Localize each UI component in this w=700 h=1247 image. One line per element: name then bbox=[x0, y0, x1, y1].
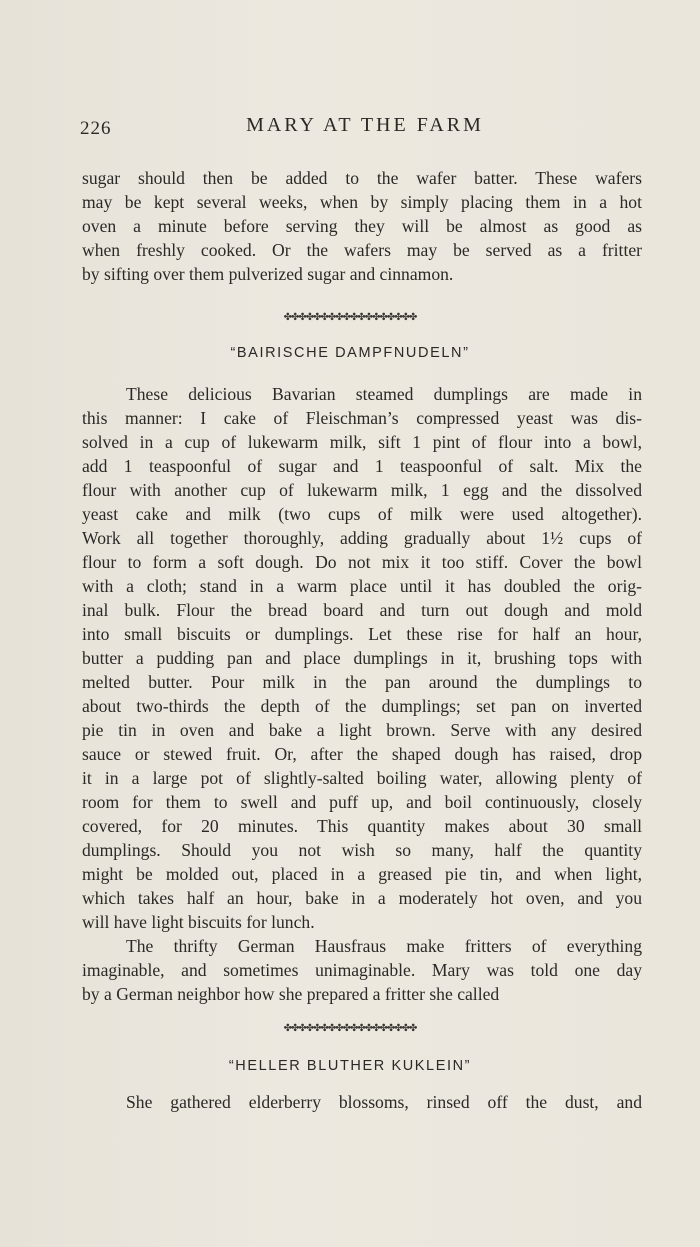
text-line: sugar should then be added to the wafer batter. These wafers bbox=[82, 168, 642, 188]
text-line: room for them to swell and puff up, and boil continuously, closely bbox=[82, 792, 642, 812]
text-line: dumplings. Should you not wish so many, half the quantity bbox=[82, 840, 642, 860]
text-line: sauce or stewed fruit. Or, after the shaped dough has raised, drop bbox=[82, 744, 642, 764]
text-line: melted butter. Pour milk in the pan around the dumplings to bbox=[82, 672, 642, 692]
text-line: when freshly cooked. Or the wafers may be served as a fritter bbox=[82, 240, 642, 260]
text-line: may be kept several weeks, when by simply placing them in a hot bbox=[82, 192, 642, 212]
running-title: MARY AT THE FARM bbox=[246, 114, 484, 136]
text-line: which takes half an hour, bake in a moderately hot oven, and you bbox=[82, 888, 642, 908]
text-line: it in a large pot of slightly-salted boiling water, allowing plenty of bbox=[82, 768, 642, 788]
section-heading: “BAIRISCHE DAMPFNUDELN” bbox=[230, 345, 470, 361]
text-line: inal bulk. Flour the bread board and turn out dough and mold bbox=[82, 600, 642, 620]
recipe-paragraph bbox=[82, 1090, 642, 1114]
text-line: She gathered elderberry blossoms, rinsed off the dust, and bbox=[126, 1092, 642, 1112]
text-line: might be molded out, placed in a greased pie tin, and when light, bbox=[82, 864, 642, 884]
text-line: covered, for 20 minutes. This quantity makes about 30 small bbox=[82, 816, 642, 836]
recipe-paragraph bbox=[82, 382, 642, 1006]
text-line: oven a minute before serving they will be almost as good as bbox=[82, 216, 642, 236]
text-line: yeast cake and milk (two cups of milk were used altogether). bbox=[82, 504, 642, 524]
text-line: flour to form a soft dough. Do not mix it too stiff. Cover the bowl bbox=[82, 552, 642, 572]
text-line: flour with another cup of lukewarm milk, 1 egg and the dissolved bbox=[82, 480, 642, 500]
text-line: pie tin in oven and bake a light brown. Serve with any desired bbox=[82, 720, 642, 740]
intro-paragraph bbox=[82, 166, 642, 286]
text-line: solved in a cup of lukewarm milk, sift 1 pint of flour into a bowl, bbox=[82, 432, 642, 452]
text-line: by sifting over them pulverized sugar and cinnamon. bbox=[82, 264, 454, 284]
text-line: butter a pudding pan and place dumplings in it, brushing tops with bbox=[82, 648, 642, 668]
text-line: These delicious Bavarian steamed dumplings are made in bbox=[126, 384, 642, 404]
page-number: 226 bbox=[80, 118, 112, 139]
text-line: will have light biscuits for lunch. bbox=[82, 912, 315, 932]
section-heading: “HELLER BLUTHER KUKLEIN” bbox=[228, 1058, 472, 1074]
text-line: imaginable, and sometimes unimaginable. Mary was told one day bbox=[82, 960, 642, 980]
text-line: by a German neighbor how she prepared a fritter she called bbox=[82, 984, 500, 1004]
text-line: about two-thirds the depth of the dumplings; set pan on inverted bbox=[82, 696, 642, 716]
ornament-divider: ✤✤✤✤✤✤✤✤✤✤✤✤✤✤✤✤✤✤ bbox=[283, 1023, 417, 1034]
text-line: into small biscuits or dumplings. Let these rise for half an hour, bbox=[82, 624, 642, 644]
text-line: Work all together thoroughly, adding gradually about 1½ cups of bbox=[82, 528, 642, 548]
ornament-divider: ✤✤✤✤✤✤✤✤✤✤✤✤✤✤✤✤✤✤ bbox=[283, 312, 417, 323]
text-line: add 1 teaspoonful of sugar and 1 teaspoonful of salt. Mix the bbox=[82, 456, 642, 476]
text-line: The thrifty German Hausfraus make fritters of everything bbox=[126, 936, 642, 956]
text-line: with a cloth; stand in a warm place until it has doubled the orig- bbox=[82, 576, 642, 596]
page-header bbox=[0, 110, 700, 146]
text-line: this manner: I cake of Fleischman’s compressed yeast was dis- bbox=[82, 408, 642, 428]
